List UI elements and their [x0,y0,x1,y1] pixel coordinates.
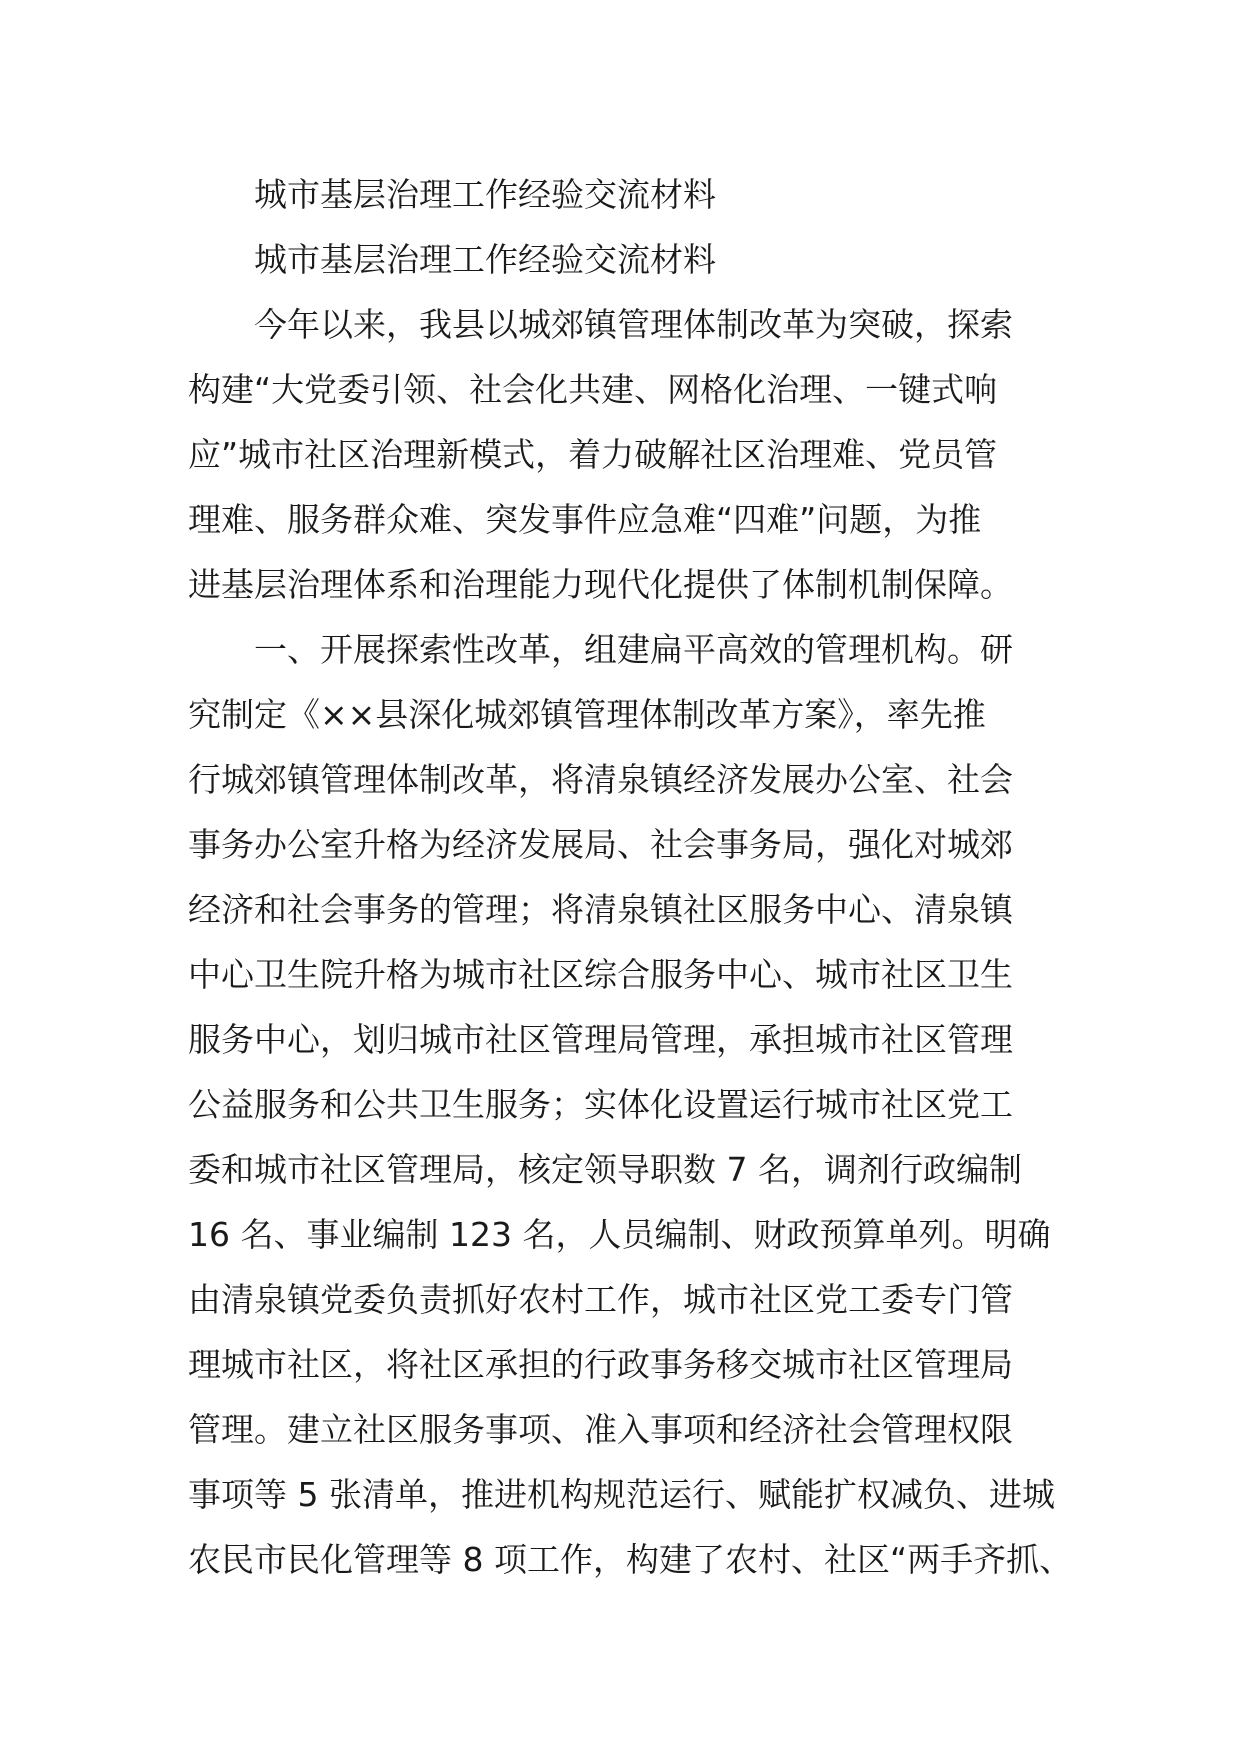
paragraph-2-line-4: 事务办公室升格为经济发展局、社会事务局，强化对城郊 [188,825,1013,864]
paragraph-2-line-1: 一、开展探索性改革，组建扁平高效的管理机构。研 [254,630,1013,669]
paragraph-2-line-13: 管理。建立社区服务事项、准入事项和经济社会管理权限 [188,1410,1013,1449]
document-title-repeat: 城市基层治理工作经验交流材料 [254,240,716,279]
paragraph-2-line-9: 委和城市社区管理局，核定领导职数 7 名，调剂行政编制 [188,1150,1022,1189]
paragraph-2-line-8: 公益服务和公共卫生服务；实体化设置运行城市社区党工 [188,1085,1013,1124]
document-body [188,162,1073,1592]
paragraph-1-line-3: 应”城市社区治理新模式，着力破解社区治理难、党员管 [188,435,998,474]
paragraph-2-line-7: 服务中心，划归城市社区管理局管理，承担城市社区管理 [188,1020,1013,1059]
paragraph-2-line-10: 16 名、事业编制 123 名，人员编制、财政预算单列。明确 [188,1215,1051,1254]
paragraph-1-line-4: 理难、服务群众难、突发事件应急难“四难”问题，为推 [188,500,982,539]
paragraph-1-line-5: 进基层治理体系和治理能力现代化提供了体制机制保障。 [188,565,1013,604]
paragraph-2-line-3: 行城郊镇管理体制改革，将清泉镇经济发展办公室、社会 [188,760,1013,799]
paragraph-2-line-2: 究制定《××县深化城郊镇管理体制改革方案》，率先推 [188,695,986,734]
document-title: 城市基层治理工作经验交流材料 [254,175,716,214]
paragraph-2-line-6: 中心卫生院升格为城市社区综合服务中心、城市社区卫生 [188,955,1013,994]
paragraph-2-line-15: 农民市民化管理等 8 项工作，构建了农村、社区“两手齐抓、 [188,1540,1073,1579]
paragraph-2-line-5: 经济和社会事务的管理；将清泉镇社区服务中心、清泉镇 [188,890,1013,929]
paragraph-2-line-14: 事项等 5 张清单，推进机构规范运行、赋能扩权减负、进城 [188,1475,1055,1514]
paragraph-2-line-11: 由清泉镇党委负责抓好农村工作，城市社区党工委专门管 [188,1280,1013,1319]
paragraph-1-line-1: 今年以来，我县以城郊镇管理体制改革为突破，探索 [254,305,1013,344]
paragraph-1-line-2: 构建“大党委引领、社会化共建、网格化治理、一键式响 [188,370,998,409]
paragraph-2-line-12: 理城市社区，将社区承担的行政事务移交城市社区管理局 [188,1345,1013,1384]
